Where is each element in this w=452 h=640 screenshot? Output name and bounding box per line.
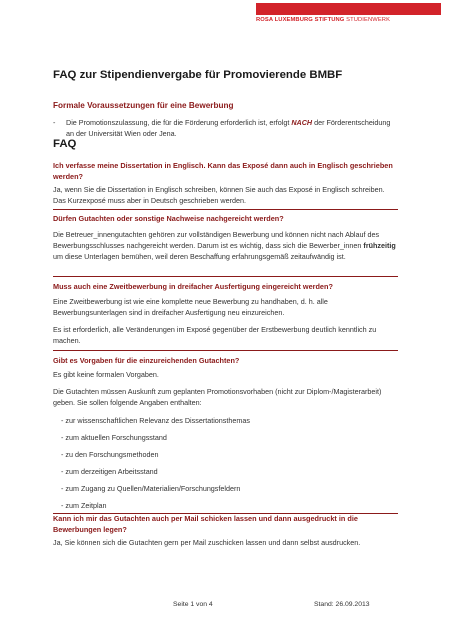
- faq-answer-zweitbewerbung-p2: Es ist erforderlich, alle Veränderungen im Exposé gegenüber der Erstbewerbung deutlich kenntlich zu machen.: [53, 325, 377, 345]
- bullet-dash: -: [53, 118, 56, 127]
- faq-answer-mail: Ja, Sie können sich die Gutachten gern per Mail zuschicken lassen und dann selbst ausdrucken.: [53, 538, 361, 547]
- rosa-luxemburg-stiftung-logo: [256, 3, 441, 23]
- divider: [53, 209, 398, 210]
- divider: [53, 276, 398, 277]
- list-item: - zum aktuellen Forschungsstand: [61, 433, 167, 442]
- list-item: - zu den Forschungsmethoden: [61, 450, 159, 459]
- faq-question-gutachten: Gibt es Vorgaben für die einzureichenden Gutachten?: [53, 356, 240, 365]
- logo-text: [256, 17, 441, 23]
- faq-question-zweitbewerbung: Muss auch eine Zweitbewerbung in dreifacher Ausfertigung eingereicht werden?: [53, 282, 333, 291]
- faq-answer-gutachten-p2: Die Gutachten müssen Auskunft zum geplanten Promotionsvorhaben (nicht zur Diplom-/Magisterarbeit) geben. Sie sollen folgende Angaben enthalten:: [53, 387, 382, 407]
- page-title: FAQ zur Stipendienvergabe für Promovierende BMBF: [53, 69, 343, 81]
- formal-requirement-item: [53, 117, 398, 139]
- faq-answer-zweitbewerbung-p1: Eine Zweitbewerbung ist wie eine komplette neue Bewerbung zu handhaben, d. h. alle Bewerbungsunterlagen sind in dreifacher Ausfertigung neu einzureichen.: [53, 297, 328, 317]
- faq-answer-english: Ja, wenn Sie die Dissertation in Englisch schreiben, können Sie auch das Exposé in Englisch schreiben. Das Kurzexposé muss aber in Deutsch geschrieben werden.: [53, 185, 385, 205]
- formal-requirements-heading: Formale Voraussetzungen für eine Bewerbung: [53, 101, 234, 110]
- faq-heading: FAQ: [53, 138, 77, 150]
- faq-answer-nachreichen: Die Betreuer_innengutachten gehören zur vollständigen Bewerbung und können nicht nach Ablauf des Bewerbungsschlusses nachgereicht werden. Darum ist es wichtig, dass sich die Bewerber_innen frühzeitig um diese Unterlagen bemühen, weil deren Beschaffung erfahrungsgemäß zeitaufwändig ist.: [53, 230, 396, 261]
- list-item: - zum Zeitplan: [61, 501, 107, 510]
- faq-question-mail: Kann ich mir das Gutachten auch per Mail schicken lassen und dann ausgedruckt in die Bewerbungen legen?: [53, 514, 358, 534]
- faq-question-nachreichen: Dürfen Gutachten oder sonstige Nachweise nachgereicht werden?: [53, 214, 284, 223]
- list-item: - zum Zugang zu Quellen/Materialien/Forschungsfeldern: [61, 484, 241, 493]
- document-date: Stand: 26.09.2013: [314, 601, 370, 608]
- logo-red-bar: [256, 3, 441, 15]
- formal-requirement-text: Die Promotionszulassung, die für die Förderung erforderlich ist, erfolgt NACH der Förderentscheidung an der Universität Wien oder Jena.: [66, 118, 391, 138]
- emphasis-nach: NACH: [291, 118, 313, 127]
- page-number: Seite 1 von 4: [173, 601, 213, 608]
- divider: [53, 350, 398, 351]
- list-item: - zum derzeitigen Arbeitsstand: [61, 467, 158, 476]
- faq-question-english: Ich verfasse meine Dissertation in Englisch. Kann das Exposé dann auch in Englisch geschrieben werden?: [53, 161, 393, 181]
- emphasis-fruehzeitig: frühzeitig: [363, 241, 396, 250]
- faq-answer-gutachten-p1: Es gibt keine formalen Vorgaben.: [53, 370, 159, 379]
- logo-thin-text: STUDIENWERK: [346, 17, 391, 23]
- logo-bold-text: ROSA LUXEMBURG STIFTUNG: [256, 17, 345, 23]
- list-item: - zur wissenschaftlichen Relevanz des Dissertationsthemas: [61, 416, 250, 425]
